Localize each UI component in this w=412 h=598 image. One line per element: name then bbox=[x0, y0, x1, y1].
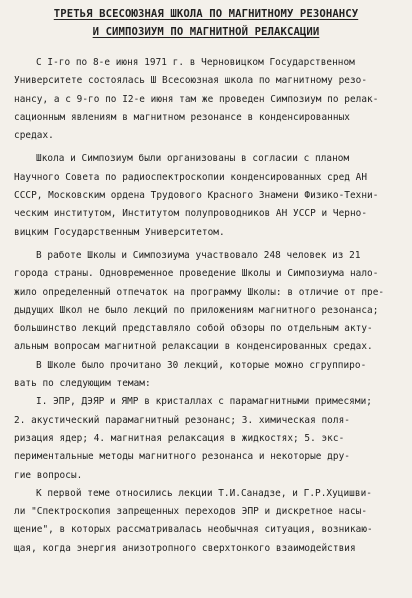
title-line-1: ТРЕТЬЯ ВСЕСОЮЗНАЯ ШКОЛА ПО МАГНИТНОМУ РЕЗОНАНСУ bbox=[53, 8, 359, 20]
paragraph-line: С I-го по 8-е июня 1971 г. в Черновицком Государственном bbox=[36, 57, 355, 68]
paragraph-line: города страны. Одновременное проведение Школы и Симпозиума нало- bbox=[14, 268, 379, 280]
paragraph-line: большинство лекций представляло собой обзоры по отдельным акту- bbox=[14, 323, 373, 335]
paragraph-line: вать по следующим темам: bbox=[14, 378, 151, 390]
paragraph-line: щая, когда энергия анизотропного сверхтонкого взаимодействия bbox=[14, 542, 356, 554]
paragraph-line: средах. bbox=[14, 130, 54, 142]
paragraph-line: нансу, а с 9-го по I2-е июня там же проведен Симпозиум по релак- bbox=[14, 93, 379, 105]
paragraph-line: ческим институтом, Институтом полупроводников АН УССР и Черно- bbox=[14, 208, 368, 220]
paragraph-line: сационным явлениям в магнитном резонансе в конденсированных bbox=[14, 111, 350, 123]
paragraph-line: Научного Совета по радиоспектроскопии конденсированных сред АН bbox=[14, 171, 368, 183]
paragraph-line: дыдущих Школ не было лекций по приложениям магнитного резонанса; bbox=[14, 304, 379, 316]
paragraph-line: ли "Спектроскопия запрещенных переходов ЭПР и дискретное насы- bbox=[14, 506, 368, 518]
paragraph-line: К первой теме относились лекции Т.И.Санадзе, и Г.Р.Хуцишви- bbox=[36, 487, 372, 499]
paragraph-line: Школа и Симпозиум были организованы в согласии с планом bbox=[36, 153, 350, 165]
paragraph-line: периментальные методы магнитного резонанса и некоторые дру- bbox=[14, 451, 350, 463]
document-body bbox=[14, 54, 400, 558]
paragraph-line: альным вопросам магнитной релаксации в конденсированных средах. bbox=[14, 341, 373, 353]
paragraph-line: щение", в которых рассматривалась необычная ситуация, возникаю- bbox=[14, 524, 373, 536]
paragraph-line: В Школе было прочитано 30 лекций, которые можно сгруппиро- bbox=[36, 359, 367, 371]
paragraph-line: I. ЭПР, ДЭЯР и ЯМР в кристаллах с парамагнитными примесями; bbox=[36, 396, 372, 408]
paragraph-line: вицким Государственным Университетом. bbox=[14, 226, 225, 238]
paragraph-line: гие вопросы. bbox=[14, 469, 83, 481]
paragraph-line: 2. акустический парамагнитный резонанс; 3. химическая поля- bbox=[14, 414, 350, 426]
paragraph-line: В работе Школы и Симпозиума участвовало 248 человек из 21 bbox=[36, 249, 361, 261]
paragraph-line: ризация ядер; 4. магнитная релаксация в жидкостях; 5. экс- bbox=[14, 432, 345, 444]
title-line-2: И СИМПОЗИУМ ПО МАГНИТНОЙ РЕЛАКСАЦИИ bbox=[92, 26, 320, 38]
paragraph-line: жило определенный отпечаток на программу Школы: в отличие от пре- bbox=[14, 286, 385, 298]
document-title bbox=[0, 5, 412, 41]
paragraph-line: Университете состоялась Ш Всесоюзная школа по магнитному резо- bbox=[14, 75, 368, 87]
paragraph-line: СССР, Московским ордена Трудового Красного Знамени Физико-Техни- bbox=[14, 190, 379, 202]
